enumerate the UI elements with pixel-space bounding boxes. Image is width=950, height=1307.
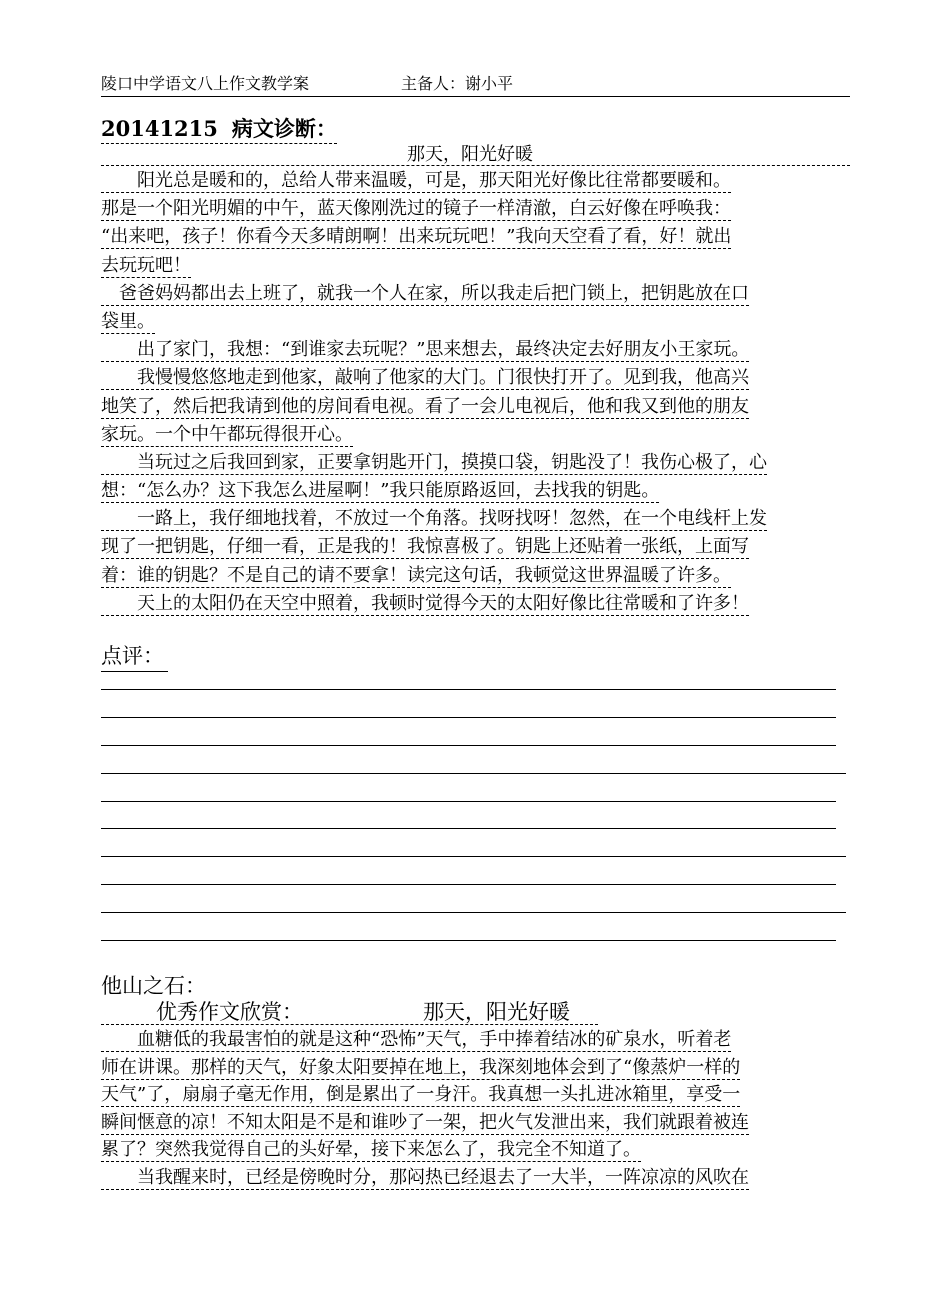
writing-line[interactable]: [101, 745, 836, 773]
essay-line: 现了一把钥匙，仔细一看，正是我的！我惊喜极了。钥匙上还贴着一张纸，上面写: [101, 536, 749, 558]
writing-line[interactable]: [101, 801, 836, 829]
essay-line: 天上的太阳仍在天空中照着，我顿时觉得今天的太阳好像比往常暖和了许多！: [101, 592, 749, 614]
model-essay-title-line: [101, 998, 598, 1025]
model-essay-title: 那天，阳光好暖: [423, 1000, 570, 1024]
model-essay-body: [101, 1026, 850, 1192]
model-essay-line: 当我醒来时，已经是傍晚时分，那闷热已经退去了一大半，一阵凉凉的风吹在: [101, 1166, 749, 1188]
essay-title: 那天，阳光好暖: [407, 144, 533, 165]
essay-line: 家玩。一个中午都玩得很开心。: [101, 423, 353, 445]
writing-line[interactable]: [101, 689, 836, 717]
essay-title-line: [101, 143, 850, 166]
comment-label: 点评：: [101, 641, 168, 672]
essay-line: 想：“怎么办？这下我怎么进屋啊！”我只能原路返回，去找我的钥匙。: [101, 480, 660, 502]
model-essay-line: 天气”了，扇扇子毫无作用，倒是累出了一身汗。我真想一头扎进冰箱里，享受一: [101, 1084, 741, 1106]
essay-line: 爸爸妈妈都出去上班了，就我一个人在家，所以我走后把门锁上，把钥匙放在口: [101, 282, 749, 304]
writing-line[interactable]: [101, 773, 846, 801]
essay-body: [101, 167, 850, 618]
comment-writing-lines[interactable]: [101, 689, 850, 968]
model-essay-line: 师在讲课。那样的天气，好象太阳要掉在地上，我深刻地体会到了“像蒸炉一样的: [101, 1056, 741, 1078]
essay-line: 一路上，我仔细地找着，不放过一个角落。找呀找呀！忽然，在一个电线杆上发: [101, 508, 767, 530]
essay-line: 我慢慢悠悠地走到他家，敲响了他家的大门。门很快打开了。见到我，他高兴: [101, 367, 749, 389]
essay-line: 袋里。: [101, 310, 155, 332]
model-essay-line: 血糖低的我最害怕的就是这种“恐怖”天气，手中捧着结冰的矿泉水，听着老: [101, 1029, 732, 1050]
writing-line[interactable]: [101, 717, 836, 745]
diagnosis-date: 20141215: [101, 116, 218, 141]
essay-line: 地笑了，然后把我请到他的房间看电视。看了一会儿电视后，他和我又到他的朋友: [101, 395, 749, 417]
preparer: 主备人：谢小平: [401, 74, 514, 93]
course-title: 陵口中学语文八上作文教学案: [101, 74, 310, 93]
essay-line: “出来吧，孩子！你看今天多晴朗啊！出来玩玩吧！”我向天空看了看，好！就出: [101, 226, 732, 248]
essay-line: 那是一个阳光明媚的中午，蓝天像刚洗过的镜子一样清澈，白云好像在呼唤我：: [101, 198, 731, 220]
writing-line[interactable]: [101, 828, 836, 856]
writing-line[interactable]: [101, 884, 836, 912]
writing-line[interactable]: [101, 912, 846, 940]
writing-line[interactable]: [101, 856, 846, 884]
model-essay-line: 瞬间惬意的凉！不知太阳是不是和谁吵了一架，把火气发泄出来，我们就跟着被连: [101, 1111, 749, 1133]
model-essay-line: 累了？突然我觉得自己的头好晕，接下来怎么了，我完全不知道了。: [101, 1139, 641, 1161]
essay-line: 去玩玩吧！: [101, 254, 191, 276]
diagnosis-heading: [101, 115, 337, 144]
essay-line: 阳光总是暖和的，总给人带来温暖，可是，那天阳光好像比往常都要暖和。: [101, 170, 731, 191]
essay-line: 出了家门，我想：“到谁家去玩呢？”思来想去，最终决定去好朋友小王家玩。: [101, 339, 750, 361]
writing-line[interactable]: [101, 940, 836, 968]
essay-line: 当玩过之后我回到家，正要拿钥匙开门，摸摸口袋，钥匙没了！我伤心极了，心: [101, 451, 767, 473]
page-header: [101, 74, 850, 97]
reference-heading: 他山之石：: [101, 974, 206, 998]
diagnosis-label: 病文诊断：: [231, 116, 337, 141]
model-essay-label: 优秀作文欣赏：: [156, 1000, 303, 1024]
essay-line: 着：谁的钥匙？不是自己的请不要拿！读完这句话，我顿觉这世界温暖了许多。: [101, 564, 731, 586]
